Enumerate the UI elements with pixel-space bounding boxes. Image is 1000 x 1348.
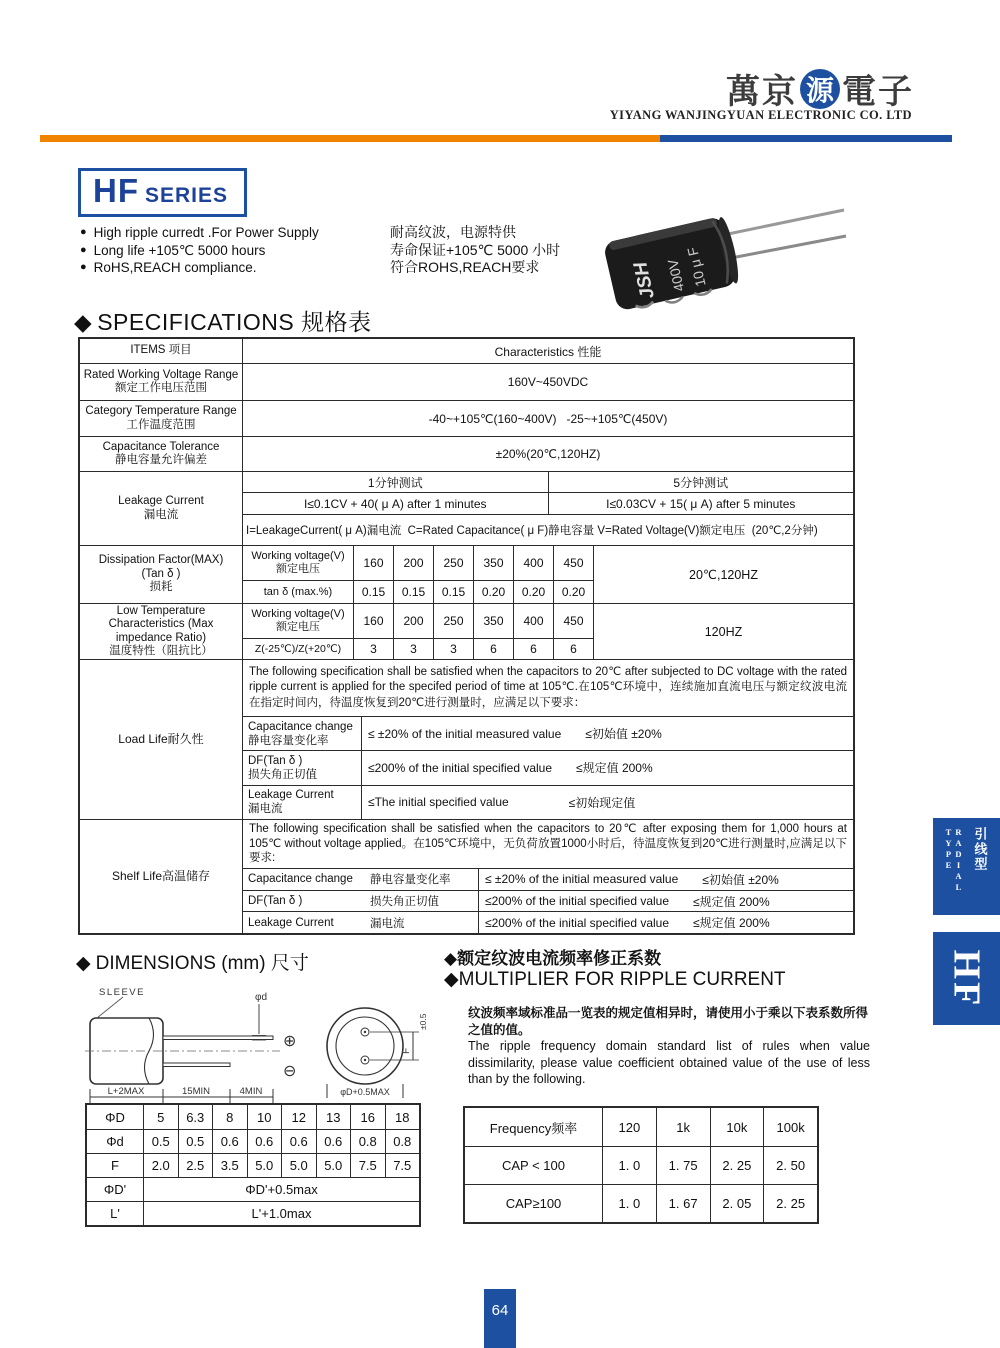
ripple-description bbox=[468, 1005, 870, 1088]
working-voltage-label: Working voltage(V) 额定电压 bbox=[251, 608, 345, 633]
shelf-life-item-value: ≤200% of the initial specified value ≤规定值 200% bbox=[478, 891, 853, 912]
logo-text-right: 電子 bbox=[842, 73, 914, 111]
tan-delta-cell: 0.15 bbox=[433, 581, 473, 603]
series-title-box bbox=[78, 168, 247, 217]
leakage-formula-5min: I≤0.03CV + 15( μ A) after 5 minutes bbox=[548, 493, 854, 514]
specifications-heading-text: SPECIFICATIONS 规格表 bbox=[97, 309, 372, 335]
freq-data-row bbox=[465, 1146, 817, 1184]
dim-cell: 5.0 bbox=[247, 1154, 282, 1177]
multiplier-cell: 2. 05 bbox=[710, 1185, 764, 1222]
shelf-life-item-label: Capacitance change 静电容量变化率 bbox=[248, 873, 451, 887]
lowtemp-condition: 120HZ bbox=[593, 604, 853, 659]
dim-cell: 7.5 bbox=[350, 1154, 385, 1177]
diamond-icon: ◆ bbox=[444, 949, 458, 968]
capacitor-brand-label: JSH bbox=[630, 260, 659, 301]
header-divider-blue bbox=[660, 135, 952, 142]
radial-type-text: RADIAL TYPE bbox=[943, 827, 964, 893]
dissipation-condition: 20℃,120HZ bbox=[593, 546, 853, 603]
dim-cell: 0.6 bbox=[247, 1130, 282, 1153]
row-shelf-life bbox=[80, 819, 853, 933]
lead-spacing-label: F bbox=[401, 1047, 412, 1054]
feature-text-cn: 寿命保证+105℃ 5000 小时 bbox=[390, 241, 561, 258]
company-name: YIYANG WANJINGYUAN ELECTRONIC CO. LTD bbox=[609, 108, 912, 122]
working-voltage-label: Working voltage(V) 额定电压 bbox=[251, 550, 345, 575]
dim-row-label: ΦD' bbox=[103, 1182, 127, 1197]
minus-polarity-icon: ⊖ bbox=[283, 1061, 297, 1080]
bullet-icon: ● bbox=[80, 226, 87, 238]
bullet-icon: ● bbox=[80, 261, 87, 273]
leakage-subtable bbox=[242, 472, 853, 545]
tan-delta-cell: 0.15 bbox=[353, 581, 393, 603]
impedance-cell: 3 bbox=[433, 639, 473, 659]
dim-cell: 0.5 bbox=[143, 1130, 178, 1153]
leakage-note: I=LeakageCurrent( μ A)漏电流 C=Rated Capacitance( μ F)静电容量 V=Rated Voltage(V)额定电压 (20℃,2分钟) bbox=[246, 525, 818, 537]
voltage-cell: 450 bbox=[553, 546, 593, 580]
dim-cell: 0.6 bbox=[281, 1130, 316, 1153]
voltage-cell: 250 bbox=[433, 604, 473, 638]
header-divider-orange bbox=[40, 135, 660, 142]
impedance-ratio-label: Z(-25℃)/Z(+20℃) bbox=[254, 642, 342, 655]
freq-cell: 120 bbox=[602, 1108, 656, 1146]
ripple-desc-cn: 纹波频率域标准品一览表的规定值相异时，请使用小于乘以下表系数所得之值的值。 bbox=[468, 1006, 869, 1037]
feature-text-cn: 符合ROHS,REACH要求 bbox=[390, 259, 540, 275]
tan-delta-cell: 0.15 bbox=[393, 581, 433, 603]
dim-cell: 0.8 bbox=[385, 1130, 420, 1153]
body-length-label: L+2MAX bbox=[107, 1086, 145, 1097]
tan-delta-cell: 0.20 bbox=[513, 581, 553, 603]
dim-row-label: Φd bbox=[106, 1134, 124, 1149]
multiplier-cell: 2. 25 bbox=[763, 1185, 817, 1222]
dim-cell: 18 bbox=[385, 1105, 420, 1129]
ripple-multiplier-table bbox=[463, 1106, 819, 1224]
freq-data-row bbox=[465, 1184, 817, 1222]
row-cap-tolerance bbox=[80, 436, 853, 471]
dim-row-label: L' bbox=[110, 1206, 120, 1221]
specifications-heading bbox=[74, 304, 372, 337]
leakage-test1-header: 1分钟测试 bbox=[367, 475, 423, 490]
row-load-life bbox=[80, 659, 853, 819]
row-label: Category Temperature Range 工作温度范围 bbox=[85, 405, 237, 431]
multiplier-cell: 1. 0 bbox=[602, 1185, 656, 1222]
row-value: ±20%(20℃,120HZ) bbox=[242, 437, 853, 471]
freq-header-label: Frequency频率 bbox=[489, 1120, 578, 1136]
dim-cell: 3.5 bbox=[212, 1154, 247, 1177]
shelf-life-item-value: ≤200% of the initial specified value ≤规定值 200% bbox=[478, 912, 853, 933]
load-life-item-label: Capacitance change 静电容量变化率 bbox=[248, 720, 353, 747]
company-logo bbox=[726, 64, 914, 113]
cap-range-label: CAP≥100 bbox=[505, 1196, 562, 1211]
dim-cell: 2.0 bbox=[143, 1154, 178, 1177]
ripple-heading-en: ◆MULTIPLIER FOR RIPPLE CURRENT bbox=[444, 969, 786, 990]
plus-polarity-icon: ⊕ bbox=[283, 1031, 297, 1050]
load-life-item-label: DF(Tan δ ) 损失角正切值 bbox=[248, 754, 317, 781]
row-label: Rated Working Voltage Range 额定工作电压范围 bbox=[83, 368, 239, 394]
feature-text: Long life +105℃ 5000 hours bbox=[93, 242, 266, 258]
row-leakage-current bbox=[80, 471, 853, 545]
row-rated-voltage bbox=[80, 363, 853, 400]
sidebar-series-code: HF bbox=[945, 949, 988, 1008]
diamond-icon: ◆ bbox=[444, 969, 459, 990]
dimensions-heading bbox=[76, 948, 309, 975]
voltage-cell: 200 bbox=[393, 546, 433, 580]
table-header-row bbox=[80, 339, 853, 363]
voltage-cell: 160 bbox=[353, 604, 393, 638]
impedance-cell: 6 bbox=[513, 639, 553, 659]
row-category-temp bbox=[80, 400, 853, 436]
header-divider bbox=[40, 135, 952, 142]
dim-cell: 0.5 bbox=[178, 1130, 213, 1153]
feature-list-en bbox=[80, 224, 319, 277]
row-label: Load Life耐久性 bbox=[118, 731, 204, 746]
diamond-icon: ◆ bbox=[74, 309, 93, 335]
impedance-cell: 3 bbox=[393, 639, 433, 659]
dim-cell: 0.6 bbox=[212, 1130, 247, 1153]
shelf-life-item-label: DF(Tan δ ) 损失角正切值 bbox=[248, 895, 439, 908]
bottom-view-outer bbox=[327, 1008, 403, 1084]
tan-delta-cell: 0.20 bbox=[473, 581, 513, 603]
bottom-view-inner bbox=[336, 1017, 394, 1075]
row-label: Low Temperature Characteristics (Max impedance Ratio) 温度特性（阻抗比） bbox=[108, 604, 214, 657]
row-label: Capacitance Tolerance 静电容量允许偏差 bbox=[102, 440, 220, 466]
load-life-item-value: ≤ ±20% of the initial measured value ≤初始值 ±20% bbox=[361, 717, 853, 750]
dim-row-label: ΦD bbox=[105, 1109, 125, 1125]
sidebar-radial-type-tab bbox=[933, 818, 1000, 915]
specifications-table bbox=[78, 337, 855, 935]
body-diameter-label: φD+0.5MAX bbox=[340, 1087, 390, 1097]
dim-span-value: L'+1.0max bbox=[143, 1202, 419, 1225]
dim-cell: 5.0 bbox=[281, 1154, 316, 1177]
row-dissipation-factor bbox=[80, 545, 853, 603]
feature-text: High ripple curredt .For Power Supply bbox=[93, 225, 319, 240]
freq-cell: 100k bbox=[763, 1108, 817, 1146]
impedance-cell: 3 bbox=[353, 639, 393, 659]
series-title: HF bbox=[93, 172, 139, 209]
dim-cell: 8 bbox=[212, 1105, 247, 1129]
ripple-heading-cn: ◆额定纹波电流频率修正系数 bbox=[444, 949, 662, 968]
row-low-temperature bbox=[80, 603, 853, 659]
series-subtitle: SERIES bbox=[145, 184, 229, 207]
dim-cell: 10 bbox=[247, 1105, 282, 1129]
dim-cell: 16 bbox=[350, 1105, 385, 1129]
multiplier-cell: 2. 50 bbox=[763, 1147, 817, 1184]
col-header-characteristics: Characteristics 性能 bbox=[242, 339, 853, 363]
multiplier-cell: 1. 67 bbox=[656, 1185, 710, 1222]
row-label: Leakage Current 漏电流 bbox=[118, 495, 204, 521]
col-header-items: ITEMS 项目 bbox=[130, 344, 192, 357]
leakage-test5-header: 5分钟测试 bbox=[548, 472, 854, 492]
feature-item bbox=[80, 242, 319, 260]
voltage-cell: 400 bbox=[513, 604, 553, 638]
capacitor-lead bbox=[731, 236, 846, 258]
leakage-formula-1min: I≤0.1CV + 40( μ A) after 1 minutes bbox=[303, 496, 487, 511]
voltage-cell: 350 bbox=[473, 546, 513, 580]
lead-bottom bbox=[163, 1063, 230, 1067]
shelf-life-item-value: ≤ ±20% of the initial measured value ≤初始值 ±20% bbox=[478, 869, 853, 890]
logo-text-left: 萬京 bbox=[726, 73, 798, 111]
lead-15min-label: 15MIN bbox=[182, 1086, 210, 1097]
dimensions-table bbox=[85, 1103, 421, 1227]
voltage-cell: 350 bbox=[473, 604, 513, 638]
sidebar-series-tab bbox=[933, 932, 1000, 1025]
impedance-cell: 6 bbox=[553, 639, 593, 659]
bullet-icon: ● bbox=[80, 243, 87, 256]
row-value: 160V~450VDC bbox=[242, 364, 853, 400]
freq-cell: 1k bbox=[656, 1108, 710, 1146]
load-life-item-value: ≤The initial specified value ≤初始现定值 bbox=[361, 786, 853, 819]
diamond-icon: ◆ bbox=[76, 953, 91, 974]
dim-cell: 12 bbox=[281, 1105, 316, 1129]
dim-cell: 5 bbox=[143, 1105, 178, 1129]
multiplier-cell: 2. 25 bbox=[710, 1147, 764, 1184]
impedance-cell: 6 bbox=[473, 639, 513, 659]
page-number-badge: 64 bbox=[484, 1289, 516, 1348]
voltage-cell: 200 bbox=[393, 604, 433, 638]
dimensions-heading-text: DIMENSIONS (mm) 尺寸 bbox=[95, 953, 309, 974]
row-label: Shelf Life高温储存 bbox=[111, 868, 211, 883]
voltage-cell: 400 bbox=[513, 546, 553, 580]
multiplier-cell: 1. 0 bbox=[602, 1147, 656, 1184]
capacitor-voltage-label: 400V bbox=[664, 257, 688, 294]
f-tolerance-label: ±0.5 bbox=[418, 1013, 428, 1030]
feature-list-cn bbox=[390, 224, 560, 277]
freq-cell: 10k bbox=[710, 1108, 764, 1146]
row-label: Dissipation Factor(MAX) (Tan δ ) 损耗 bbox=[98, 554, 224, 594]
feature-text: RoHS,REACH compliance. bbox=[93, 260, 257, 275]
row-value: -40~+105℃(160~400V) -25~+105℃(450V) bbox=[242, 401, 853, 436]
capacitor-capacity-label: 10 μ F bbox=[684, 245, 709, 289]
feature-text-cn: 耐高纹波，电源特供 bbox=[390, 224, 516, 240]
dim-cell: 0.6 bbox=[316, 1130, 351, 1153]
capacitor-lead bbox=[728, 210, 844, 234]
dim-row-label: F bbox=[111, 1158, 119, 1173]
dim-cell: 13 bbox=[316, 1105, 351, 1129]
dim-cell: 0.8 bbox=[350, 1130, 385, 1153]
capacitor-body bbox=[603, 215, 743, 315]
voltage-cell: 450 bbox=[553, 604, 593, 638]
load-life-item-value: ≤200% of the initial specified value ≤规定值 200% bbox=[361, 751, 853, 784]
freq-header-row bbox=[465, 1108, 817, 1146]
voltage-cell: 160 bbox=[353, 546, 393, 580]
sleeve-label: SLEEVE bbox=[99, 987, 145, 998]
shelf-life-intro: The following specification shall be satisfied when the capacitors to 20℃ after exposing them for 1,000 hours at 105℃ without voltage applied。在105℃环境中，无负荷放置1000小时后，待温度恢复到20℃进行测量时,应满足以下要求: bbox=[249, 823, 847, 865]
tan-delta-cell: 0.20 bbox=[553, 581, 593, 603]
dim-cell: 7.5 bbox=[385, 1154, 420, 1177]
logo-circle-icon: 源 bbox=[800, 69, 840, 109]
dim-span-value: ΦD'+0.5max bbox=[143, 1178, 419, 1201]
cap-range-label: CAP < 100 bbox=[501, 1158, 565, 1173]
dimensions-drawing bbox=[85, 984, 465, 1106]
lead-4min-label: 4MIN bbox=[239, 1086, 263, 1097]
load-life-intro: The following specification shall be satisfied when the capacitors to 20℃ after subjected to DC voltage with the rated ripple current is applied for the specifed period of time at 105℃.在105℃环境中，连续施加直流电压与额定纹波电流在指定时间内，待温度恢复到20℃进行测量时，应满足以下要求： bbox=[249, 665, 847, 709]
lead-diameter-label: φd bbox=[255, 992, 268, 1003]
dim-cell: 5.0 bbox=[316, 1154, 351, 1177]
load-life-item-label: Leakage Current 漏电流 bbox=[248, 789, 334, 816]
dim-cell: 6.3 bbox=[178, 1105, 213, 1129]
feature-item bbox=[80, 224, 319, 242]
radial-type-text-cn: 引线型 bbox=[972, 827, 988, 872]
dim-cell: 2.5 bbox=[178, 1154, 213, 1177]
lead-top bbox=[163, 1036, 273, 1040]
feature-item bbox=[80, 259, 319, 277]
multiplier-cell: 1. 75 bbox=[656, 1147, 710, 1184]
capacitor-photo bbox=[598, 190, 853, 315]
ripple-desc-en: The ripple frequency domain standard list of rules when value dissimilarity, please value coefficient obtained value of the use of less than by the following. bbox=[468, 1039, 870, 1086]
voltage-cell: 250 bbox=[433, 546, 473, 580]
shelf-life-item-label: Leakage Current 漏电流 bbox=[248, 916, 405, 930]
tan-delta-label: tan δ (max.%) bbox=[263, 585, 333, 598]
